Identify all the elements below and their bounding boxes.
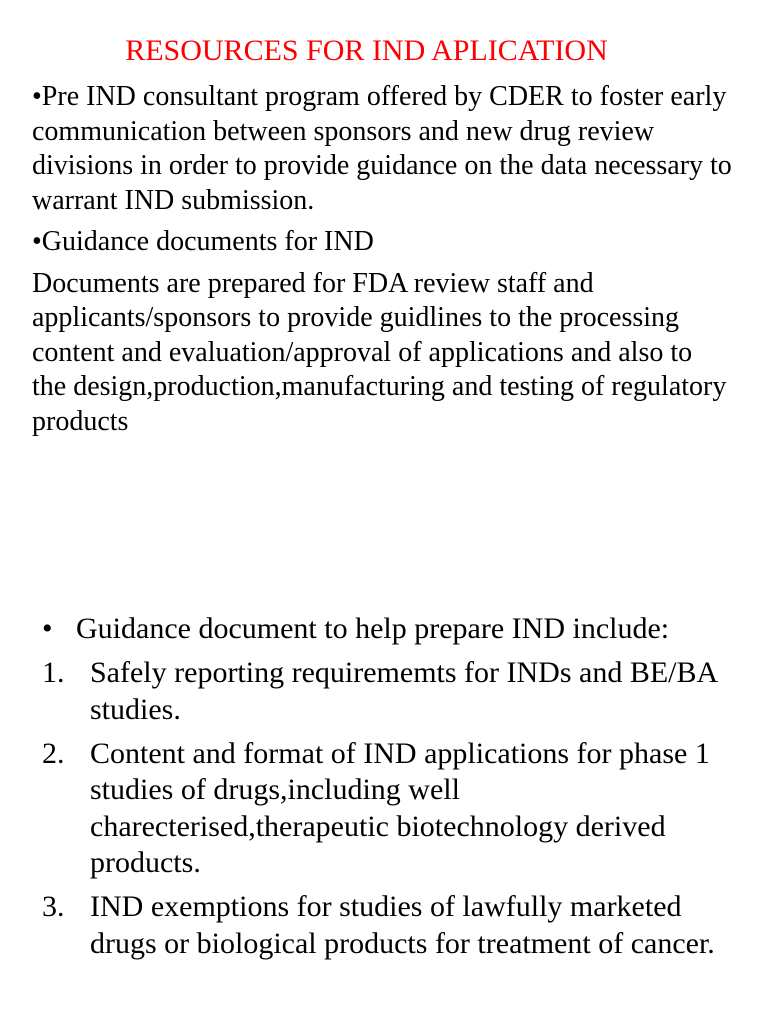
list-item-text: Safely reporting requirememts for INDs and BE/BA studies. (90, 656, 717, 726)
guidance-list (42, 611, 722, 962)
slide-title: RESOURCES FOR IND APLICATION (125, 34, 608, 67)
list-item-number: 3. (42, 890, 65, 923)
paragraph-guidance-heading: •Guidance documents for IND (32, 226, 374, 257)
list-item-text: IND exemptions for studies of lawfully marketed drugs or biological products for treatment of cancer. (90, 890, 715, 960)
bullet-item (42, 611, 722, 648)
list-item (42, 655, 722, 728)
list-item-number: 1. (42, 656, 65, 689)
list-item (42, 889, 722, 962)
bullet-marker: • (42, 612, 53, 645)
list-item (42, 736, 722, 882)
list-item-text: Content and format of IND applications for phase 1 studies of drugs,including well charecterised,therapeutic biotechnology derived products. (90, 736, 710, 879)
paragraph-documents: Documents are prepared for FDA review staff and applicants/sponsors to provide guidlines to the processing content and evaluation/approval of applications and also to the design,production,manufacturing and testing of regulatory products (32, 267, 727, 437)
list-item-number: 2. (42, 736, 65, 770)
upper-text-block (32, 80, 732, 439)
bullet-text: Guidance document to help prepare IND include: (76, 612, 670, 645)
paragraph-pre-ind: •Pre IND consultant program offered by CDER to foster early communication between sponsors and new drug review divisions in order to provide guidance on the data necessary to warrant IND submission. (32, 81, 732, 216)
